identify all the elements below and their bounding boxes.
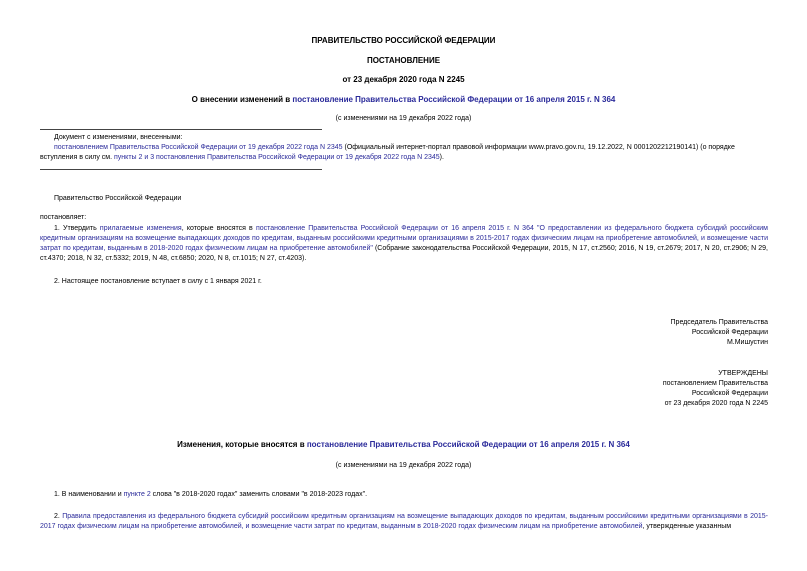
effective-end: ). xyxy=(439,154,444,161)
government-text: Правительство Российской Федерации xyxy=(54,195,182,202)
doc-type-heading: ПОСТАНОВЛЕНИЕ xyxy=(366,56,441,65)
attached-changes-link[interactable]: прилагаемые изменения xyxy=(99,225,182,232)
signature-title-2: Российской Федерации xyxy=(691,329,768,336)
paragraph-1: 1. Утвердить прилагаемые изменения, которые вносятся в постановление Правительства Российской Федерации от 16 апреля 2015 г. N 364 "О предоставлении из федерального бюджета субсидий российским кредитным организациям на возмещение выпадающих доходов по кредитам, выданным российскими кредитными организациями в 2015-2017 годах физическим лицам на приобретение автомобилей, и возмещение части затрат по кредитам, выданным в 2018-2020 годах физическим лицам на приобретение автомобилей" (Собрание законодательства Российской Федерации, 2015, N 17, ст.2560; 2016, N 19, ст.2679; 2017, N 20, ст.2906; N 29, ст.4370; 2018, N 32, ст.5332; 2019, N 48, ст.6850; 2020, N 8, ст.1015; N 27, ст.4203). xyxy=(40,225,768,262)
annex-title-link[interactable]: постановление Правительства Российской Федерации от 16 апреля 2015 г. N 364 xyxy=(306,440,630,449)
document-title xyxy=(0,95,807,105)
divider-top xyxy=(40,129,322,130)
amendment-link[interactable]: постановлением Правительства Российской Федерации от 19 декабря 2022 года N 2345 xyxy=(54,144,343,151)
changes-line-1 xyxy=(54,143,735,153)
rules-link[interactable]: Правила предоставления из федерального бюджета субсидий российским кредитным организациям на возмещение выпадающих доходов по кредитам, выданным российскими кредитными организациями в 2015-2017 годах физическим лицам на приобретение автомобилей, и возмещение части затрат по кредитам, выданным в 2018-2020 годах физическим лицам на приобретение автомобилей xyxy=(40,513,768,530)
changes-line-2 xyxy=(40,153,444,163)
revision-note: (с изменениями на 19 декабря 2022 года) xyxy=(335,115,472,122)
changes-label: Документ с изменениями, внесенными: xyxy=(54,134,183,141)
signature-name: М.Мишустин xyxy=(726,339,768,346)
title-link[interactable]: постановление Правительства Российской Федерации от 16 апреля 2015 г. N 364 xyxy=(292,95,616,104)
effective-link[interactable]: пункты 2 и 3 постановления Правительства Российской Федерации от 19 декабря 2022 года N 2345 xyxy=(114,154,440,161)
approved-label: УТВЕРЖДЕНЫ xyxy=(718,370,768,377)
resolves-text: постановляет: xyxy=(40,214,87,221)
approved-line-3: Российской Федерации xyxy=(691,390,768,397)
point-2-link[interactable]: пункте 2 xyxy=(123,491,151,498)
annex-title: Изменения, которые вносятся в постановление Правительства Российской Федерации от 16 апреля 2015 г. N 364 xyxy=(177,440,630,449)
signature-title-1: Председатель Правительства xyxy=(670,319,768,326)
annex-revision-note: (с изменениями на 19 декабря 2022 года) xyxy=(335,462,472,469)
title-prefix: О внесении изменений в xyxy=(191,95,293,104)
annex-item-1: 1. В наименовании и пункте 2 слова "в 2018-2020 годах" заменить словами "в 2018-2023 годах". xyxy=(54,491,368,498)
amendment-source: (Официальный интернет-портал правовой информации www.pravo.gov.ru, 19.12.2022, N 0001202212190141) (о порядке xyxy=(342,144,735,151)
divider-bottom xyxy=(40,169,322,170)
approved-line-4: от 23 декабря 2020 года N 2245 xyxy=(664,400,768,407)
effective-note: вступления в силу см. xyxy=(40,154,115,161)
approved-line-2: постановлением Правительства xyxy=(662,380,768,387)
org-heading: ПРАВИТЕЛЬСТВО РОССИЙСКОЙ ФЕДЕРАЦИИ xyxy=(311,36,496,45)
date-number: от 23 декабря 2020 года N 2245 xyxy=(342,75,465,84)
resolution-364-link[interactable]: постановление Правительства Российской Федерации от 16 апреля 2015 г. N 364 "О предоставлении из федерального бюджета субсидий российским кредитным организациям на возмещение выпадающих доходов по кредитам, выданным российскими кредитными организациями в 2015-2017 годах физическим лицам на приобретение автомобилей, и возмещение части затрат по кредитам, выданным в 2018-2020 годах физическим лицам на приобретение автомобилей" xyxy=(40,225,768,252)
annex-item-2: 2. Правила предоставления из федерального бюджета субсидий российским кредитным организациям на возмещение выпадающих доходов по кредитам, выданным российскими кредитными организациями в 2015-2017 годах физическим лицам на приобретение автомобилей, и возмещение части затрат по кредитам, выданным в 2018-2020 годах физическим лицам на приобретение автомобилей, утвержденные указанным xyxy=(40,513,768,530)
paragraph-2: 2. Настоящее постановление вступает в силу с 1 января 2021 г. xyxy=(54,278,262,285)
